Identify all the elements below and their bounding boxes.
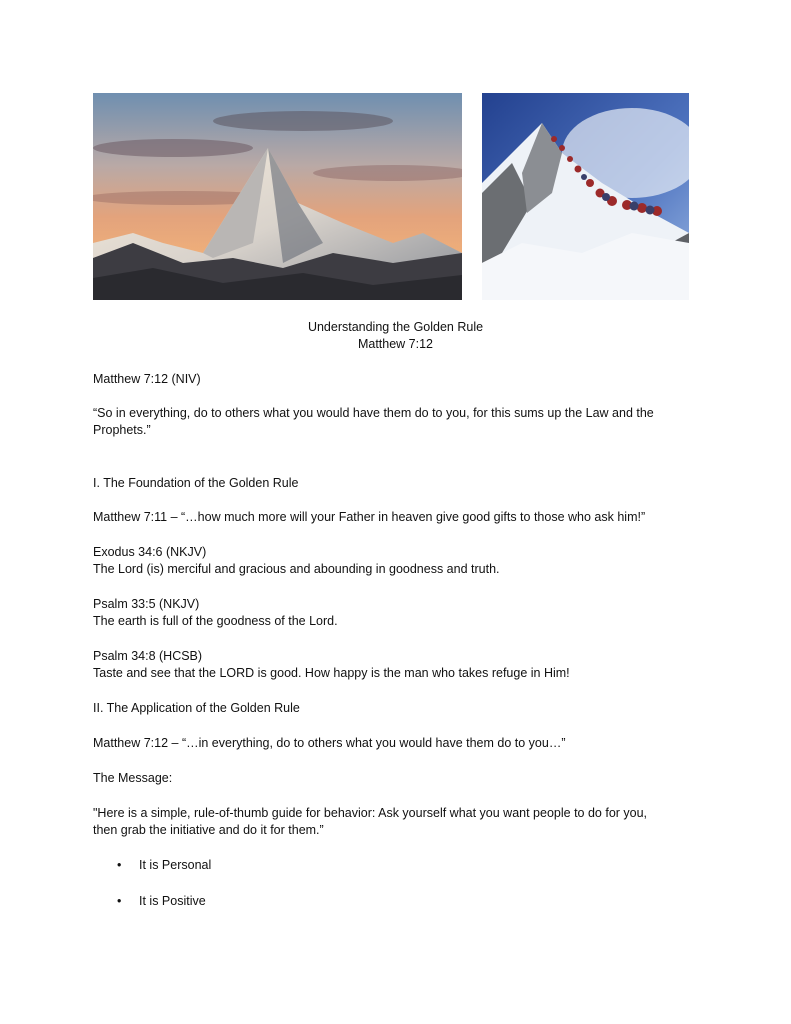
verse-matthew-7-11: Matthew 7:11 – “…how much more will your Father in heaven give good gifts to those who ask him!” — [93, 510, 646, 524]
psalm-33-reference: Psalm 33:5 (NKJV) — [93, 597, 200, 611]
bullet-icon: • — [117, 894, 122, 908]
section-1-heading: I. The Foundation of the Golden Rule — [93, 476, 299, 490]
passage-reference: Matthew 7:12 (NIV) — [93, 372, 201, 386]
exodus-text: The Lord (is) merciful and gracious and abounding in goodness and truth. — [93, 562, 500, 576]
message-quote-line-2: then grab the initiative and do it for them.” — [93, 823, 324, 837]
psalm-33-text: The earth is full of the goodness of the Lord. — [93, 614, 338, 628]
climbers-photo — [482, 93, 689, 300]
exodus-reference: Exodus 34:6 (NKJV) — [93, 545, 207, 559]
message-quote-line-1: "Here is a simple, rule-of-thumb guide for behavior: Ask yourself what you want people to do for you, — [93, 806, 648, 820]
bullet-item — [117, 857, 211, 874]
bullet-text: It is Positive — [139, 894, 206, 908]
bullet-icon: • — [117, 858, 122, 872]
document-title — [0, 319, 791, 353]
message-label: The Message: — [93, 771, 173, 785]
climbers-queue-on-ridge-photo — [482, 93, 689, 300]
psalm-34-text: Taste and see that the LORD is good. How happy is the man who takes refuge in Him! — [93, 666, 570, 680]
title-line-2: Matthew 7:12 — [357, 337, 434, 351]
passage-text: “So in everything, do to others what you would have them do to you, for this sums up the Law and the Prophets.” — [93, 406, 654, 437]
mountain-photo — [93, 93, 462, 300]
verse-matthew-7-12: Matthew 7:12 – “…in everything, do to others what you would have them do to you…” — [93, 736, 566, 750]
bullet-text: It is Personal — [139, 858, 212, 872]
title-line-1: Understanding the Golden Rule — [307, 320, 484, 334]
psalm-34-reference: Psalm 34:8 (HCSB) — [93, 649, 203, 663]
section-2-heading: II. The Application of the Golden Rule — [93, 701, 300, 715]
bullet-item — [117, 893, 206, 910]
mountain-peak-sunset-photo — [93, 93, 462, 300]
